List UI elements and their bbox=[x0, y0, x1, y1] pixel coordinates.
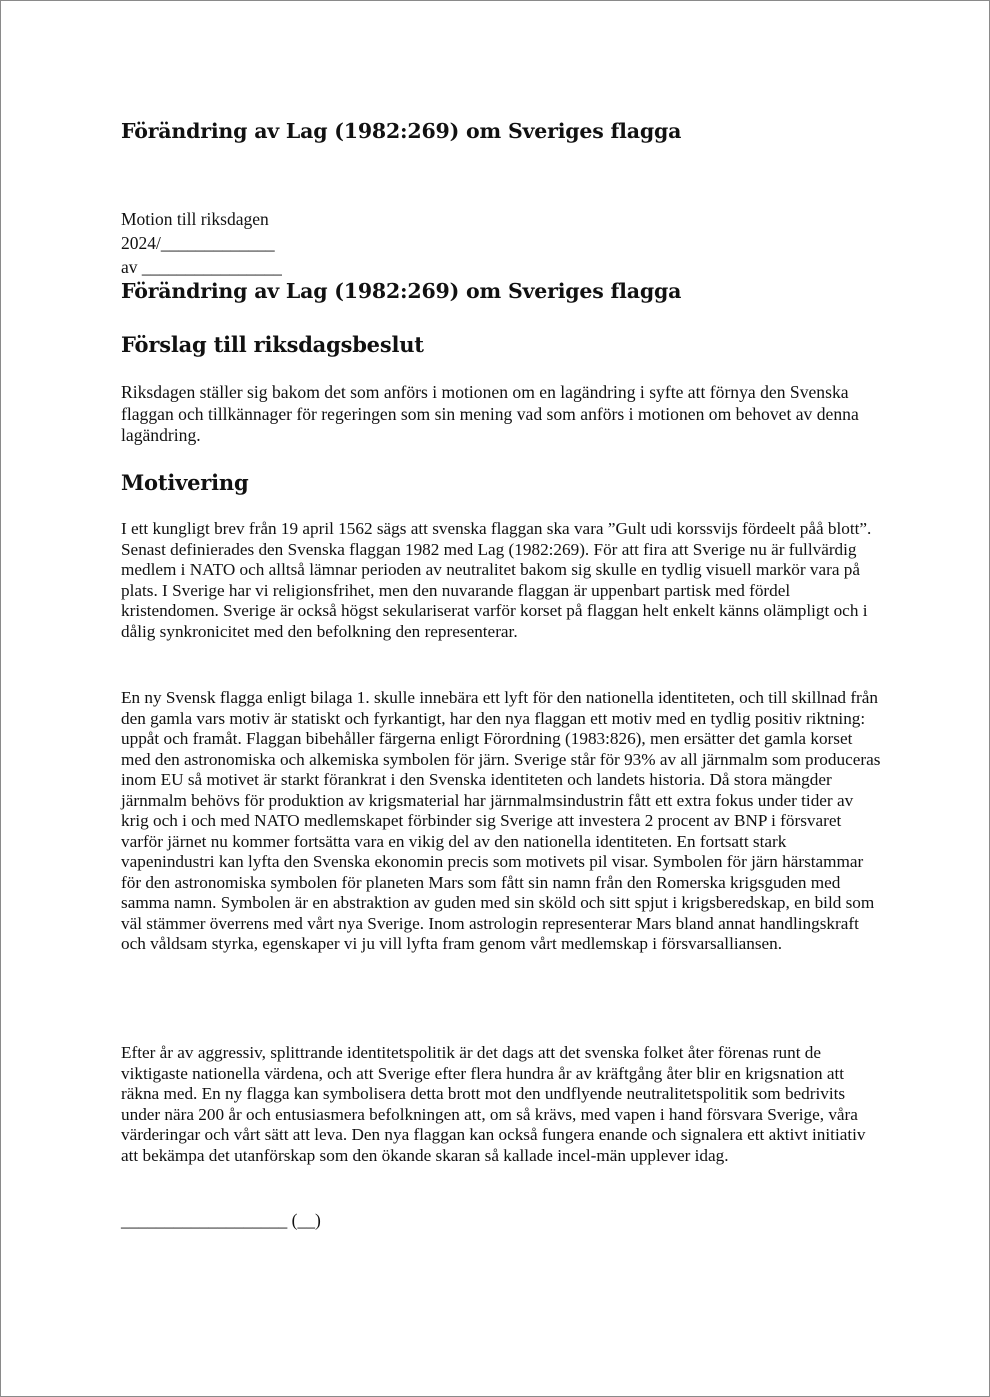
document-title: Förändring av Lag (1982:269) om Sveriges flagga bbox=[121, 119, 682, 143]
motivation-paragraph-2: En ny Svensk flagga enligt bilaga 1. skulle innebära ett lyft för den nationella identiteten, och till skillnad från den gamla vars motiv är statiskt och fyrkantigt, har den nya flaggan ett motiv med en tydlig positiv riktning: uppåt och framåt. Flaggan bibehåller färgerna enligt Förordning (1983:826), men ersätter det gamla korset med den astronomiska och alkemiska symbolen för järn. Sverige står för 93% av all järnmalm som produceras inom EU så motivet är starkt förankrat i den Svenska identiteten och landets historia. Då stora mängder järnmalm behövs för produktion av krigsmaterial har järnmalmsindustrin fått ett extra fokus under tider av krig och i och med NATO medlemskapet förbinder sig Sverige att investera 2 procent av BNP i försvaret varför järnet nu kommer fortsätta vara en vikig del av den nationella identiteten. En fortsatt stark vapenindustri kan lyfta den Svenska ekonomin precis som motivets pil visar. Symbolen för järn härstammar för den astronomiska symbolen för planeten Mars som fått sin namn från den Romerska krigsguden med samma namn. Symbolen är en abstraktion av guden med sin sköld och sitt spjut i krigsberedskap, en bild som väl stämmer överrens med vårt nya Sverige. Inom astrologin representerar Mars bland annat handlingskraft och våldsam styrka, egenskaper vi ju vill lyfta fram genom vårt medlemskap i försvarsalliansen. bbox=[121, 688, 881, 953]
motion-label: Motion till riksdagen bbox=[121, 209, 269, 229]
proposal-text: Riksdagen ställer sig bakom det som anförs i motionen om en lagändring i syfte att förnya den Svenska flaggan och tillkännager för regeringen som sin mening vad som anförs i motionen om behovet av denna lagändring. bbox=[121, 382, 859, 446]
motion-author-line: av ________________ bbox=[121, 257, 282, 277]
motivation-heading: Motivering bbox=[121, 470, 249, 495]
motivation-paragraph-3: Efter år av aggressiv, splittrande identitetspolitik är det dags att det svenska folket åter förenas runt de viktigaste nationella värdena, och att Sverige efter flera hundra år av kräftgång åter blir en krigsnation att räkna med. En ny flagga kan symbolisera detta brott mot den undflyende neutralitetspolitik som bedrivits under nära 200 år och entusiasmera befolkningen att, om så krävs, med vapen i hand försvara Sverige, våra värderingar och vårt sätt att leva. Den nya flaggan kan också fungera enande och signalera ett aktivt initiativ att bekämpa det utanförskap som den ökande skaran så kallade incel-män upplever idag. bbox=[121, 1043, 866, 1165]
motion-meta bbox=[121, 207, 282, 279]
signature-line: ___________________ (__) bbox=[121, 1210, 321, 1230]
motion-title: Förändring av Lag (1982:269) om Sveriges flagga bbox=[121, 279, 682, 303]
proposal-heading: Förslag till riksdagsbeslut bbox=[121, 332, 424, 357]
motion-number-line: 2024/_____________ bbox=[121, 233, 275, 253]
motivation-paragraph-1: I ett kungligt brev från 19 april 1562 sägs att svenska flaggan ska vara ”Gult udi korssvijs fördeelt påå blott”. Senast definierades den Svenska flaggan 1982 med Lag (1982:269). För att fira att Sverige nu är fullvärdig medlem i NATO och alltså lämnar perioden av neutralitet bakom sig skulle en tydlig visuell markör vara på plats. I Sverige har vi religionsfrihet, men den nuvarande flaggan är uppenbart partisk med fördel kristendomen. Sverige är också högst sekulariserat varför korset på flaggan helt enkelt känns olämpligt och i dålig synkronicitet med den befolkning den representerar. bbox=[121, 519, 872, 641]
